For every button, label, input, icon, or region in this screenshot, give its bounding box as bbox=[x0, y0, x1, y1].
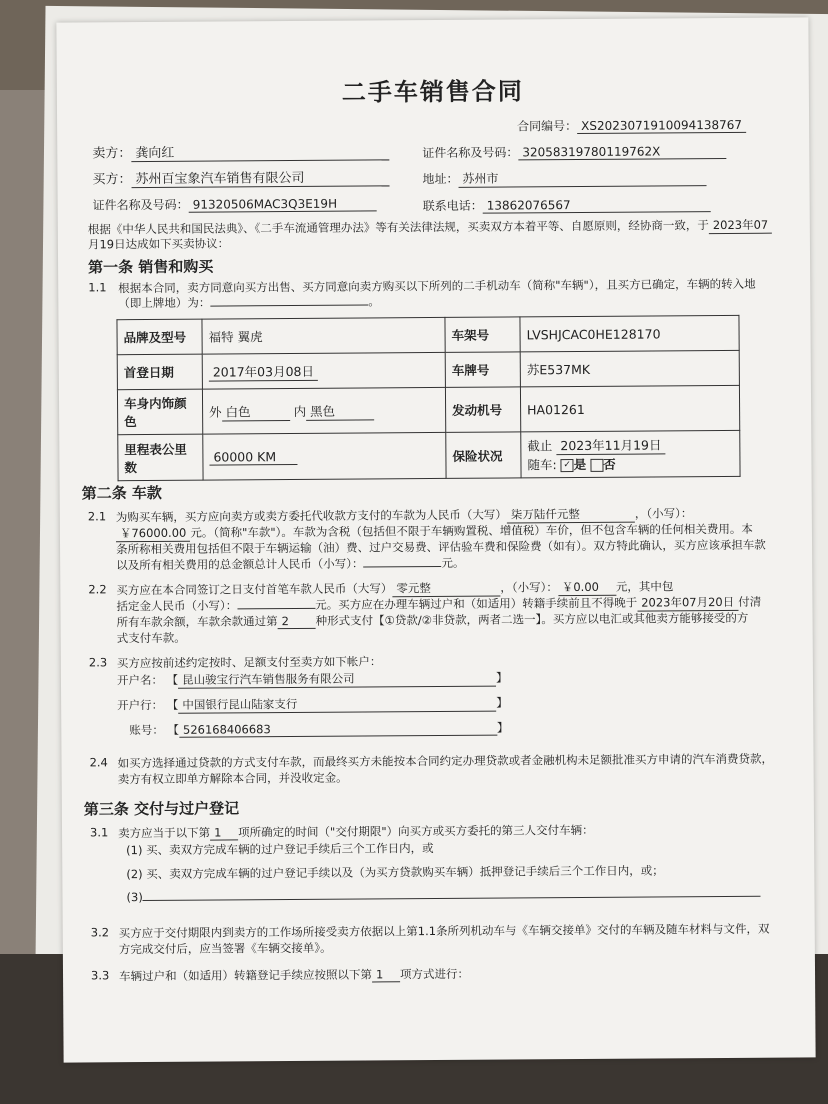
page-title: 二手车销售合同 bbox=[341, 77, 524, 107]
clause-2-2-num: 2.2 bbox=[88, 582, 107, 597]
contract-number-row bbox=[517, 116, 746, 135]
delivery-choice: 1 bbox=[210, 825, 238, 840]
clause-3-3-num: 3.3 bbox=[90, 968, 110, 983]
clause-3-2-num: 3.2 bbox=[90, 925, 110, 940]
phone: 13862076567 bbox=[483, 197, 711, 214]
clause-2-4-line1: 如买方选择通过贷款的方式支付车款，而最终买方未能按本合同约定办理贷款或者金融机构未足额批准买方申请的汽车消费贷款， bbox=[117, 751, 774, 771]
clause-3-1-a: 卖方应当于以下第 bbox=[117, 825, 211, 841]
insurance-label: 保险状况 bbox=[446, 432, 521, 479]
seller-label: 卖方： bbox=[92, 146, 132, 162]
clause-1-1-num: 1.1 bbox=[88, 280, 107, 295]
bracket-close: 】 bbox=[496, 695, 508, 710]
seller-id-label: 证件名称及号码： bbox=[422, 145, 519, 161]
deposit-blank bbox=[237, 608, 315, 610]
reg-label: 首登日期 bbox=[117, 354, 202, 390]
bracket-open: 【 bbox=[166, 697, 179, 712]
clause-3-1-line1 bbox=[118, 822, 594, 841]
delivery-option-3 bbox=[126, 886, 760, 904]
clause-3-2-line2: 方完成交付后，应当签署《车辆交接单》。 bbox=[118, 940, 332, 957]
account-name: 昆山骏宝行汽车销售服务有限公司 bbox=[178, 670, 496, 689]
int-color: 黑色 bbox=[306, 401, 374, 420]
plate-value: 苏E537MK bbox=[520, 350, 739, 387]
brand-value: 福特 翼虎 bbox=[202, 317, 445, 354]
article3-heading: 第三条 交付与过户登记 bbox=[83, 799, 240, 819]
table-row bbox=[117, 385, 739, 434]
vin-value: LVSHJCAC0HE128170 bbox=[520, 315, 739, 352]
ext-prefix: 外 bbox=[209, 403, 222, 420]
account-number-row bbox=[129, 719, 508, 738]
preamble-line-2 bbox=[88, 235, 229, 252]
clause-2-2-a: 买方应在本合同签订之日支付首笔车款人民币（大写） bbox=[116, 581, 393, 598]
seller-id: 32058319780119762X bbox=[518, 144, 726, 160]
payoff-date: 2023年07月20日 bbox=[637, 594, 738, 612]
clause-2-2-h: 种形式支付【①贷款/②非贷款，两者二选一】。买方应以电汇或其他卖方能够接受的方 bbox=[315, 610, 749, 628]
clause-2-2-b: ，（小写）： bbox=[500, 580, 558, 595]
clause-1-1-text: 根据本合同，卖方同意向买方出售、买方同意向卖方购买以下所列的二手机动车（简称"车辆"），且买方已确定，车辆的转入地 bbox=[118, 276, 756, 296]
article2-heading: 第二条 车款 bbox=[81, 483, 162, 503]
plate-label: 车牌号 bbox=[445, 352, 520, 388]
vin-label: 车架号 bbox=[445, 317, 520, 353]
clause-2-2-f: 付清 bbox=[738, 594, 762, 609]
clause-1-1-line2 bbox=[118, 293, 380, 311]
table-row bbox=[118, 430, 740, 480]
bracket-open: 【 bbox=[166, 672, 179, 687]
table-row bbox=[117, 315, 739, 354]
account-name-row bbox=[117, 670, 508, 690]
clause-1-1-text2: （即上牌地）为： bbox=[118, 295, 211, 311]
clause-3-1-num: 3.1 bbox=[89, 825, 109, 840]
clause-2-4-num: 2.4 bbox=[89, 755, 108, 770]
clause-3-3-a: 车辆过户和（如适用）转籍登记手续应按照以下第 bbox=[118, 967, 373, 984]
clause-2-2-e: 元。买方应在办理车辆过户和（如适用）转籍手续前且不得晚于 bbox=[315, 595, 638, 612]
payment-choice: 2 bbox=[278, 614, 316, 629]
color-label: 车身内饰颜色 bbox=[117, 389, 202, 435]
engine-label: 发动机号 bbox=[445, 387, 520, 433]
insurance-until: 2023年11月19日 bbox=[556, 435, 665, 455]
first-payment-cn: 零元整 bbox=[392, 580, 500, 598]
clause-2-2-line3 bbox=[117, 610, 749, 630]
buyer-id: 91320506MAC3Q3E19H bbox=[189, 196, 377, 212]
clause-2-2-c: 元，其中包 bbox=[615, 579, 674, 594]
phone-label: 联系电话： bbox=[422, 198, 483, 214]
clause-2-2-line4: 式支付车款。 bbox=[116, 630, 186, 646]
phone-row bbox=[423, 195, 711, 214]
bank-label: 开户行： bbox=[117, 697, 164, 713]
clause-1-1-end: 。 bbox=[368, 294, 380, 309]
contract-page bbox=[56, 17, 815, 1062]
clause-2-2-d: 括定金人民币（小写）： bbox=[116, 598, 238, 614]
preamble-date-a: 2023年07 bbox=[709, 217, 773, 234]
with-car-row bbox=[527, 454, 733, 473]
insurance-until-row bbox=[527, 435, 733, 455]
account-name-label: 开户名： bbox=[116, 672, 164, 688]
no-checkbox-icon[interactable] bbox=[590, 459, 603, 472]
bracket-open: 【 bbox=[167, 722, 180, 737]
preamble-text: 根据《中华人民共和国民法典》、《二手车流通管理办法》等有关法律法规，买卖双方本着平等、自愿原则，经协商一致，于 bbox=[87, 218, 709, 237]
seller-row bbox=[92, 140, 389, 162]
vehicle-table bbox=[116, 315, 740, 481]
with-car-label: 随车: bbox=[527, 457, 557, 473]
engine-value: HA01261 bbox=[520, 385, 739, 432]
address: 苏州市 bbox=[458, 168, 706, 188]
bracket-close: 】 bbox=[496, 720, 509, 735]
yes-checkbox-icon[interactable]: ✓ bbox=[561, 459, 574, 472]
account-number: 526168406683 bbox=[179, 721, 497, 738]
buyer-row bbox=[92, 166, 389, 188]
no-label: 否 bbox=[603, 456, 616, 472]
reg-cell bbox=[202, 352, 445, 389]
clause-3-2-line1: 买方应于交付期限内到卖方的工作场所接受卖方依据以上第1.1条所列机动车与《车辆交接单》交付的车辆及随车材料与文件，双 bbox=[118, 921, 770, 941]
yes-label: 是 bbox=[573, 456, 587, 473]
mileage-label: 里程表公里数 bbox=[118, 434, 203, 481]
clause-2-1-line3: 条所称相关费用包括但不限于车辆运输（油）费、过户交易费、评估验车费和保险费（如有）。双方特此确认，买方应该承担车款 bbox=[116, 537, 766, 557]
delivery-option-1: (1) 买、卖双方完成车辆的过户登记手续后三个工作日内，或 bbox=[126, 841, 434, 858]
buyer-name: 苏州百宝象汽车销售有限公司 bbox=[131, 166, 389, 188]
clause-2-3-num: 2.3 bbox=[88, 655, 108, 670]
amount-num: ￥76000.00 bbox=[116, 525, 190, 543]
clause-3-3-line1 bbox=[119, 966, 469, 984]
transfer-choice: 1 bbox=[372, 967, 400, 982]
clause-2-4-line2: 卖方有权立即单方解除本合同，并没收定金。 bbox=[117, 770, 348, 787]
delivery-option-3-blank bbox=[143, 896, 761, 901]
bank-name: 中国银行昆山陆家支行 bbox=[178, 695, 496, 714]
clause-2-1-c: 元。（简称"车款"）。车款为含税（包括但不限于车辆购置税、增值税）车价，但不包含车辆的任何相关费用。本 bbox=[190, 521, 753, 540]
insurance-cell bbox=[521, 430, 740, 478]
contract-number-label: 合同编号： bbox=[517, 119, 578, 134]
insurance-until-label: 截止 bbox=[527, 438, 553, 454]
destination-blank bbox=[210, 304, 368, 306]
preamble-date-b: 月19日 bbox=[87, 237, 126, 252]
bank-row bbox=[117, 695, 508, 715]
brand-label: 品牌及型号 bbox=[117, 319, 202, 355]
account-number-label: 账号： bbox=[129, 722, 164, 738]
clause-2-2-g: 所有车款余额，车款余款通过第 bbox=[116, 614, 278, 630]
reg-value: 2017年03月08日 bbox=[209, 361, 318, 381]
color-cell bbox=[202, 387, 445, 434]
mileage-value: 60000 KM bbox=[209, 448, 297, 465]
clause-2-3-text: 买方应按前述约定按时、足额支付至卖方如下帐户： bbox=[116, 654, 382, 671]
delivery-option-2: (2) 买、卖双方完成车辆的过户登记手续以及（为买方贷款购买车辆）抵押登记手续后三个工作日内，或； bbox=[126, 863, 664, 882]
delivery-option-3-label: (3) bbox=[126, 890, 143, 905]
address-row bbox=[422, 168, 706, 188]
address-label: 地址： bbox=[422, 171, 459, 187]
buyer-label: 买方： bbox=[92, 172, 132, 188]
total-blank bbox=[363, 566, 441, 568]
clause-3-3-b: 项方式进行： bbox=[399, 966, 470, 982]
article1-heading: 第一条 销售和购买 bbox=[88, 257, 214, 277]
bracket-close: 】 bbox=[496, 670, 508, 685]
clause-2-1-e: 以及所有相关费用的总金额总计人民币（小写）： bbox=[116, 556, 364, 573]
clause-2-1-b: ，（小写）： bbox=[634, 506, 693, 521]
ext-color: 白色 bbox=[222, 402, 290, 421]
first-payment-num: ￥0.00 bbox=[558, 579, 616, 596]
contract-number: XS2023071910094138767 bbox=[577, 118, 746, 134]
clause-2-1-a: 为购买车辆，买方应向卖方或卖方委托代收款方支付的车款为人民币（大写） bbox=[115, 507, 507, 525]
preamble-end: 达成如下买卖协议： bbox=[125, 236, 230, 252]
amount-cn: 柒万陆仟元整 bbox=[507, 506, 635, 524]
clause-3-1-b: 项所确定的时间（"交付期限"）向买方或买方委托的第三人交付车辆： bbox=[237, 822, 594, 840]
int-prefix: 内 bbox=[293, 403, 307, 419]
clause-2-1-end: 元。 bbox=[441, 555, 465, 570]
mileage-cell bbox=[203, 432, 446, 480]
table-row bbox=[117, 350, 739, 389]
seller-name: 龚向红 bbox=[131, 140, 389, 162]
clause-2-1-line4 bbox=[116, 555, 464, 573]
buyer-id-label: 证件名称及号码： bbox=[92, 197, 189, 213]
clause-2-1-num: 2.1 bbox=[87, 509, 107, 524]
buyer-id-row bbox=[93, 194, 377, 213]
seller-id-row bbox=[422, 142, 726, 161]
